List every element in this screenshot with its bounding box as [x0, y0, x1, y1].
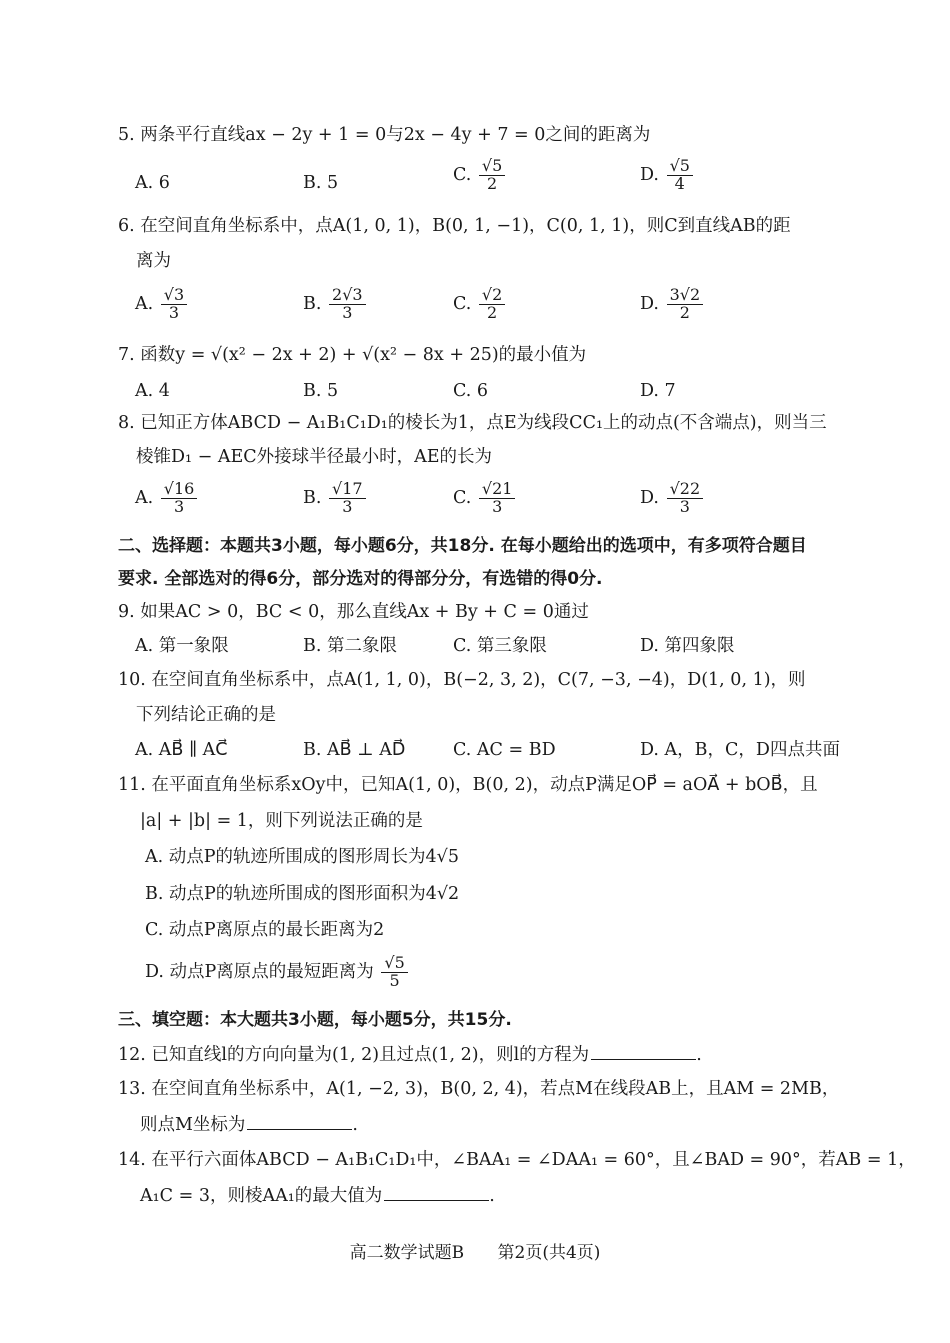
q7-option-a: A. 4 — [135, 381, 170, 401]
fraction: $\frac{√22}{3}$ — [667, 481, 704, 516]
q6-stem-line2: 离为 — [136, 251, 171, 271]
footer-title: 高二数学试题B — [349, 1243, 465, 1263]
q8-option-b: B. $\frac{√17}{3}$ — [303, 481, 366, 516]
fraction: $\frac{√17}{3}$ — [329, 481, 366, 516]
q10-option-a: A. AB⃗ ∥ AC⃗ — [135, 740, 228, 760]
q8-option-a: A. $\frac{√16}{3}$ — [135, 481, 197, 516]
q5-option-d: D. $\frac{√5}{4}$ — [640, 158, 693, 193]
q5-stem: 5. 两条平行直线ax − 2y + 1 = 0与2x − 4y + 7 = 0之间的距离为 — [118, 125, 651, 145]
q8-stem-line2: 棱锥D₁ − AEC外接球半径最小时，AE的长为 — [136, 447, 493, 467]
q9-stem: 9. 如果AC > 0，BC < 0，那么直线Ax + By + C = 0通过 — [118, 602, 589, 622]
q7-option-d: D. 7 — [640, 381, 676, 401]
q9-option-a: A. 第一象限 — [135, 636, 229, 656]
q7-option-b: B. 5 — [303, 381, 339, 401]
fraction: $\frac{√16}{3}$ — [161, 481, 198, 516]
fraction: $\frac{3√2}{2}$ — [667, 287, 704, 322]
q6-option-a: A. $\frac{√3}{3}$ — [135, 287, 187, 322]
q11-option-b: B. 动点P的轨迹所围成的图形面积为4√2 — [145, 884, 460, 904]
q14-stem-line2: A₁C = 3，则棱AA₁的最大值为 . — [140, 1186, 495, 1206]
q7-option-c: C. 6 — [453, 381, 489, 401]
q8-option-c: C. $\frac{√21}{3}$ — [453, 481, 515, 516]
q6-option-b: B. $\frac{2√3}{3}$ — [303, 287, 366, 322]
section2-heading-line1: 二、选择题：本题共3小题，每小题6分，共18分. 在每小题给出的选项中，有多项符合题目 — [118, 536, 807, 556]
q6-stem-line1: 6. 在空间直角坐标系中，点A(1, 0, 1)，B(0, 1, −1)，C(0, 1, 1)，则C到直线AB的距 — [118, 216, 791, 236]
q11-stem-line2: |a| + |b| = 1，则下列说法正确的是 — [140, 811, 423, 831]
q6-option-d: D. $\frac{3√2}{2}$ — [640, 287, 703, 322]
fraction: $\frac{2√3}{3}$ — [329, 287, 366, 322]
q11-option-d: D. 动点P离原点的最短距离为 $\frac{√5}{5}$ — [145, 955, 408, 990]
q9-option-b: B. 第二象限 — [303, 636, 397, 656]
fraction: $\frac{√5}{4}$ — [667, 158, 693, 193]
q13-stem-line2: 则点M坐标为 . — [140, 1115, 358, 1135]
fraction: $\frac{√5}{2}$ — [479, 158, 505, 193]
q13-stem-line1: 13. 在空间直角坐标系中，A(1, −2, 3)，B(0, 2, 4)，若点M在线段AB上，且AM = 2MB， — [118, 1079, 840, 1099]
page-footer — [0, 1238, 950, 1263]
q11-option-a: A. 动点P的轨迹所围成的图形周长为4√5 — [145, 847, 459, 867]
q10-option-d: D. A，B，C，D四点共面 — [640, 740, 840, 760]
fraction: $\frac{√5}{5}$ — [381, 955, 407, 990]
q7-stem: 7. 函数y = √(x² − 2x + 2) + √(x² − 8x + 25)的最小值为 — [118, 345, 587, 365]
q14-stem-line1: 14. 在平行六面体ABCD − A₁B₁C₁D₁中，∠BAA₁ = ∠DAA₁ = 60°，且∠BAD = 90°，若AB = 1， — [118, 1150, 916, 1170]
answer-blank — [384, 1184, 489, 1201]
q10-option-c: C. AC = BD — [453, 740, 556, 760]
section3-heading: 三、填空题：本大题共3小题，每小题5分，共15分. — [118, 1010, 512, 1030]
fraction: $\frac{√3}{3}$ — [161, 287, 187, 322]
q5-option-a: A. 6 — [135, 173, 170, 193]
q9-option-c: C. 第三象限 — [453, 636, 547, 656]
q5-option-b: B. 5 — [303, 173, 339, 193]
q8-stem-line1: 8. 已知正方体ABCD − A₁B₁C₁D₁的棱长为1，点E为线段CC₁上的动点(不含端点)，则当三 — [118, 413, 827, 433]
q10-stem-line2: 下列结论正确的是 — [136, 705, 276, 725]
q5-option-c: C. $\frac{√5}{2}$ — [453, 158, 505, 193]
q11-option-c: C. 动点P离原点的最长距离为2 — [145, 920, 385, 940]
q6-option-c: C. $\frac{√2}{2}$ — [453, 287, 505, 322]
q10-option-b: B. AB⃗ ⊥ AD⃗ — [303, 740, 406, 760]
fraction: $\frac{√2}{2}$ — [479, 287, 505, 322]
q12-stem: 12. 已知直线l的方向向量为(1, 2)且过点(1, 2)，则l的方程为 . — [118, 1045, 702, 1065]
q8-option-d: D. $\frac{√22}{3}$ — [640, 481, 703, 516]
q11-stem-line1: 11. 在平面直角坐标系xOy中，已知A(1, 0)，B(0, 2)，动点P满足OP⃗ = aOA⃗ + bOB⃗，且 — [118, 775, 818, 795]
answer-blank — [247, 1113, 352, 1130]
q10-stem-line1: 10. 在空间直角坐标系中，点A(1, 1, 0)，B(−2, 3, 2)，C(7, −3, −4)，D(1, 0, 1)，则 — [118, 670, 806, 690]
footer-page-number: 第2页(共4页) — [497, 1243, 601, 1263]
answer-blank — [591, 1043, 696, 1060]
q9-option-d: D. 第四象限 — [640, 636, 735, 656]
section2-heading-line2: 要求. 全部选对的得6分，部分选对的得部分分，有选错的得0分. — [118, 569, 603, 589]
fraction: $\frac{√21}{3}$ — [479, 481, 516, 516]
